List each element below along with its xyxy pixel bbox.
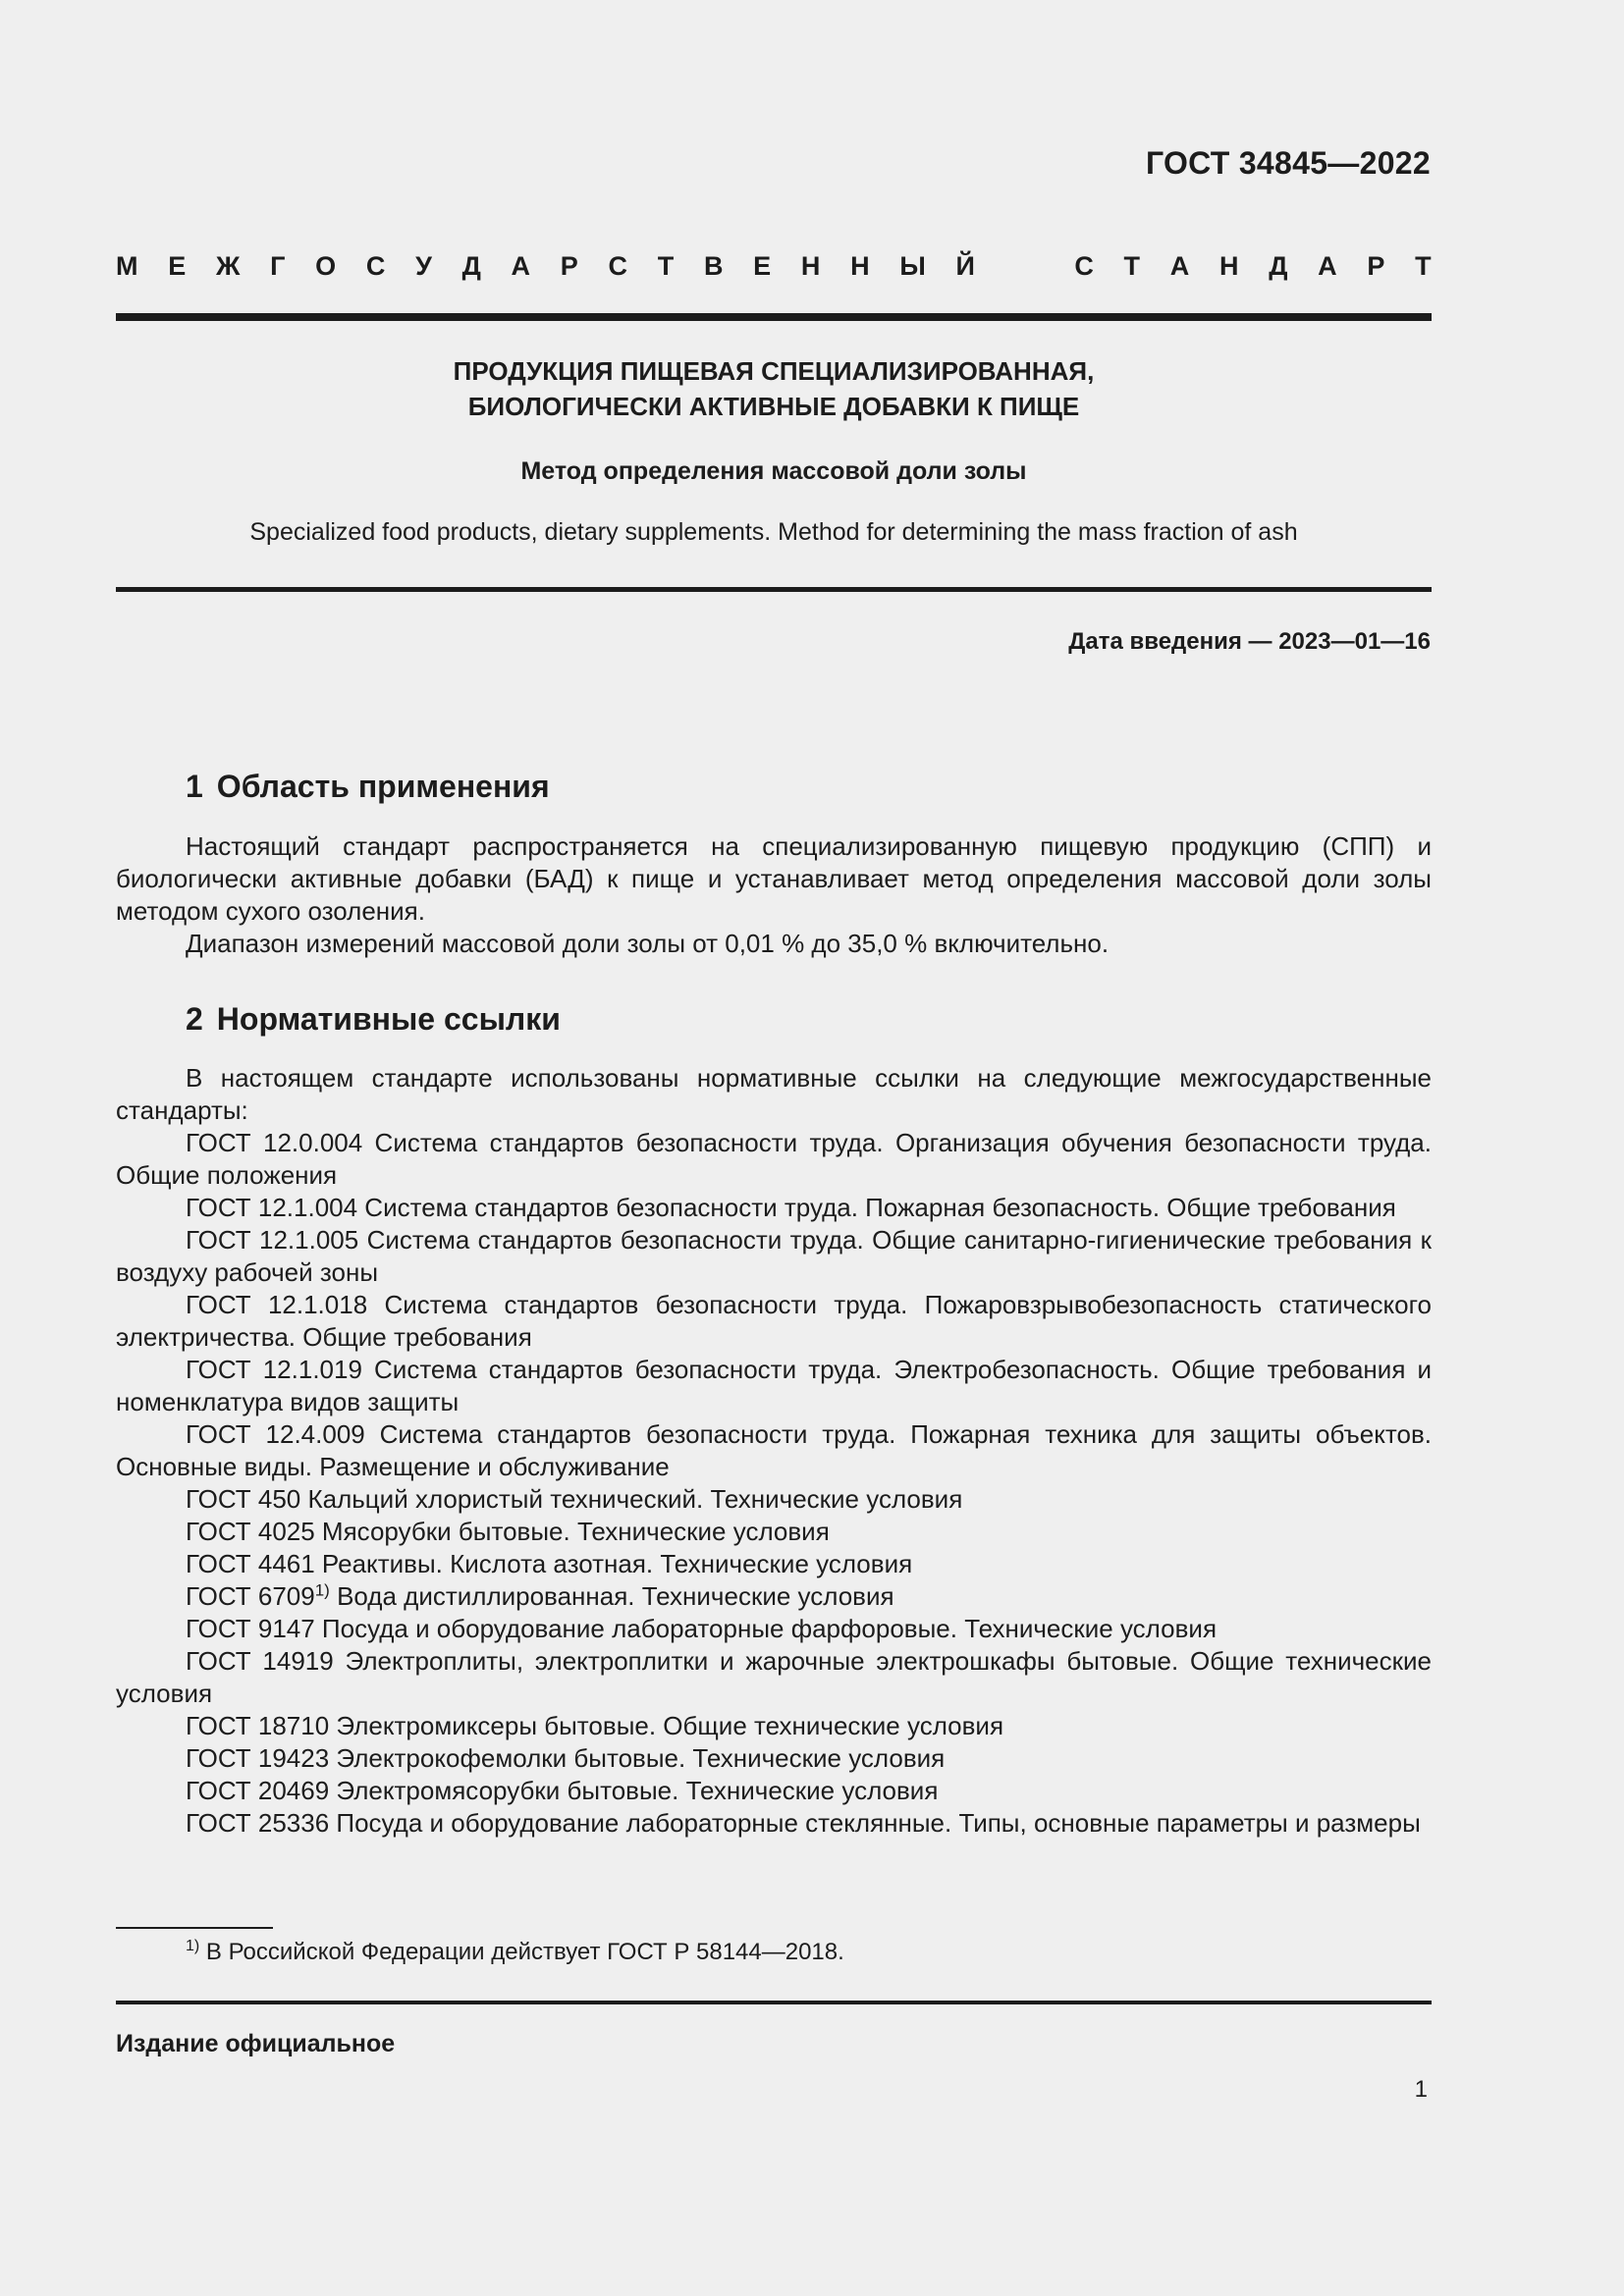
letter: Е — [753, 251, 772, 281]
reference-item: ГОСТ 12.1.019 Система стандартов безопасности труда. Электробезопасность. Общие требования и номенклатура видов защиты — [116, 1355, 1432, 1416]
letter: Д — [461, 251, 481, 281]
footnote-marker: 1) — [314, 1580, 330, 1600]
letter: М — [116, 251, 138, 281]
reference-text: Вода дистиллированная. Технические условия — [337, 1581, 894, 1611]
header-rule — [116, 313, 1432, 321]
letter: С — [608, 251, 627, 281]
letter: А — [1169, 251, 1190, 281]
footnote — [186, 1939, 844, 1966]
letter: Н — [1218, 251, 1239, 281]
section-2-body — [116, 1062, 1432, 1840]
section-title: Область применения — [216, 769, 550, 804]
footnote-marker: 1) — [186, 1938, 200, 1954]
title-line-1: ПРОДУКЦИЯ ПИЩЕВАЯ СПЕЦИАЛИЗИРОВАННАЯ, — [453, 356, 1095, 386]
letter: Т — [1123, 251, 1141, 281]
reference-item: ГОСТ 12.1.005 Система стандартов безопасности труда. Общие санитарно-гигиенические требования к воздуху рабочей зоны — [116, 1225, 1432, 1287]
reference-item: ГОСТ 12.1.018 Система стандартов безопасности труда. Пожаровзрывобезопасность статического электричества. Общие требования — [116, 1290, 1432, 1352]
letter: Ж — [215, 251, 241, 281]
paragraph: В настоящем стандарте использованы нормативные ссылки на следующие межгосударственные стандарты: — [116, 1063, 1432, 1125]
section-2-heading — [186, 1001, 561, 1038]
letter: А — [511, 251, 531, 281]
letter: Р — [560, 251, 578, 281]
english-title: Specialized food products, dietary supplements. Method for determining the mass fraction of ash — [249, 518, 1298, 546]
letter: Д — [1269, 251, 1288, 281]
interstate-standard-label — [116, 251, 1432, 282]
title-line-2: БИОЛОГИЧЕСКИ АКТИВНЫЕ ДОБАВКИ К ПИЩЕ — [467, 392, 1080, 421]
reference-item-6709 — [116, 1580, 1432, 1613]
reference-code: ГОСТ 6709 — [186, 1581, 315, 1611]
footnote-text: В Российской Федерации действует ГОСТ Р 58144—2018. — [205, 1939, 844, 1965]
letter: Е — [168, 251, 187, 281]
reference-item: ГОСТ 4025 Мясорубки бытовые. Технические условия — [186, 1517, 830, 1546]
introduction-date: Дата введения — 2023—01—16 — [1068, 628, 1431, 655]
footnote-rule — [116, 1927, 273, 1929]
reference-item: ГОСТ 19423 Электрокофемолки бытовые. Технические условия — [186, 1743, 946, 1773]
letter: Р — [1367, 251, 1385, 281]
letter: Ы — [899, 251, 926, 281]
reference-item: ГОСТ 18710 Электромиксеры бытовые. Общие технические условия — [186, 1711, 1004, 1740]
section-1-body — [116, 830, 1432, 960]
letter: С — [1074, 251, 1094, 281]
letter: С — [365, 251, 386, 281]
reference-item: ГОСТ 12.1.004 Система стандартов безопасности труда. Пожарная безопасность. Общие требования — [186, 1193, 1396, 1222]
reference-item: ГОСТ 12.0.004 Система стандартов безопасности труда. Организация обучения безопасности труда. Общие положения — [116, 1128, 1432, 1190]
reference-item: ГОСТ 450 Кальций хлористый технический. Технические условия — [186, 1484, 963, 1514]
section-number: 1 — [186, 769, 203, 804]
letter: Т — [657, 251, 675, 281]
reference-item: ГОСТ 9147 Посуда и оборудование лабораторные фарфоровые. Технические условия — [186, 1614, 1218, 1643]
letter: Н — [800, 251, 821, 281]
letter: В — [703, 251, 724, 281]
letter: У — [415, 251, 432, 281]
section-number: 2 — [186, 1001, 203, 1037]
letter: Г — [270, 251, 286, 281]
letter: О — [315, 251, 337, 281]
page-number: 1 — [1414, 2076, 1428, 2103]
letter: А — [1318, 251, 1337, 281]
section-title: Нормативные ссылки — [216, 1001, 561, 1037]
document-number: ГОСТ 34845—2022 — [1145, 145, 1431, 181]
letter: Й — [955, 251, 975, 281]
method-title: Метод определения массовой доли золы — [520, 457, 1027, 485]
reference-item: ГОСТ 14919 Электроплиты, электроплитки и жарочные электрошкафы бытовые. Общие технические условия — [116, 1646, 1432, 1708]
reference-item: ГОСТ 25336 Посуда и оборудование лабораторные стеклянные. Типы, основные параметры и размеры — [186, 1808, 1421, 1838]
letter: Н — [850, 251, 870, 281]
section-1-heading — [186, 769, 550, 805]
title-rule — [116, 587, 1432, 592]
reference-item: ГОСТ 12.4.009 Система стандартов безопасности труда. Пожарная техника для защиты объектов. Основные виды. Размещение и обслуживание — [116, 1419, 1432, 1481]
edition-label: Издание официальное — [116, 2030, 396, 2057]
paragraph: Диапазон измерений массовой доли золы от 0,01 % до 35,0 % включительно. — [186, 929, 1110, 958]
reference-item: ГОСТ 20469 Электромясорубки бытовые. Технические условия — [186, 1776, 939, 1805]
word-gap — [1005, 251, 1045, 282]
letter: Т — [1415, 251, 1432, 281]
reference-item: ГОСТ 4461 Реактивы. Кислота азотная. Технические условия — [186, 1549, 913, 1578]
footer-rule — [116, 2001, 1432, 2004]
paragraph: Настоящий стандарт распространяется на специализированную пищевую продукцию (СПП) и биологически активные добавки (БАД) к пище и устанавливает метод определения массовой доли золы методом сухого озоления. — [116, 831, 1432, 926]
